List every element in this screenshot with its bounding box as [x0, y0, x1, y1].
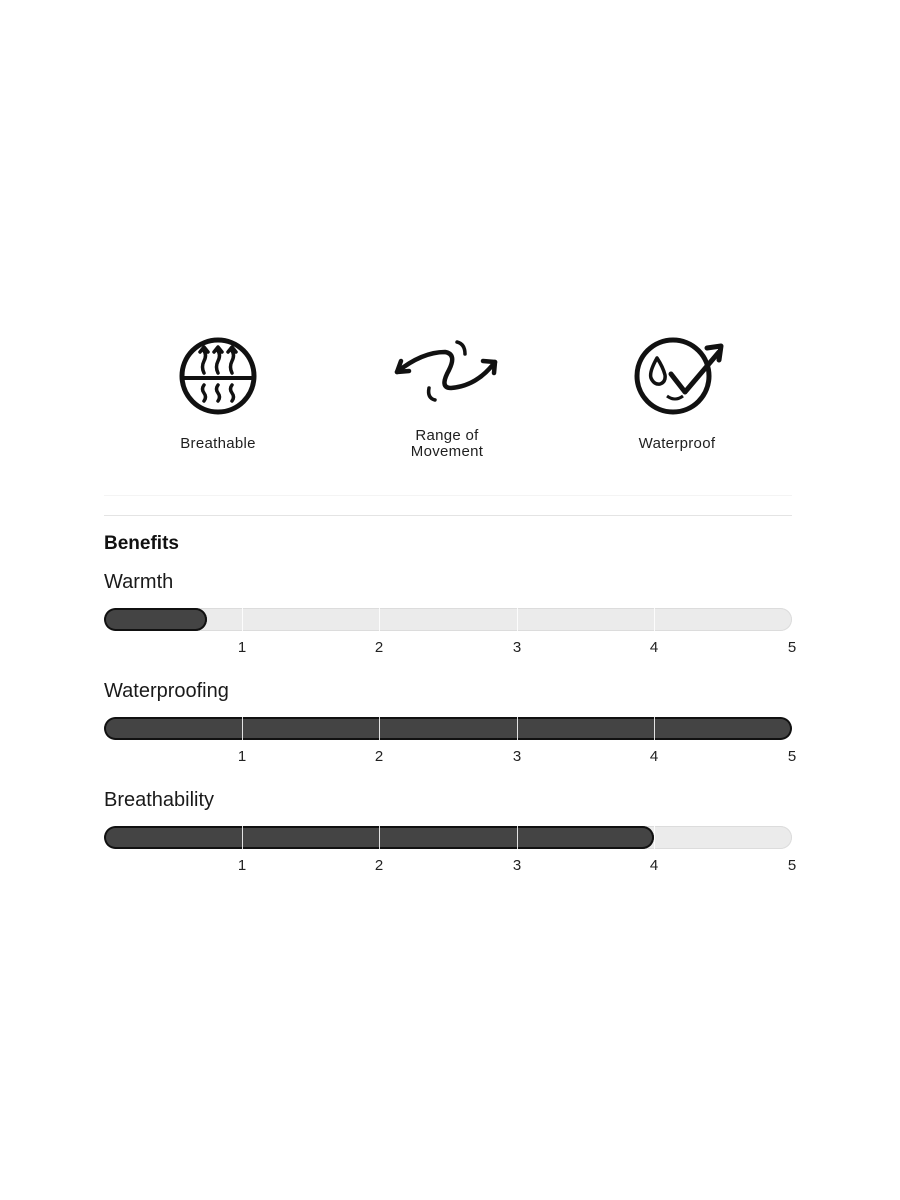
rating-bar-tick	[517, 608, 518, 631]
scale-label: 3	[512, 748, 522, 765]
scale-label: 4	[649, 639, 659, 656]
benefit-row	[104, 789, 804, 884]
rating-bar-track	[104, 717, 792, 740]
rating-bar-tick	[654, 608, 655, 631]
rating-bar-track	[104, 608, 792, 631]
scale-label: 4	[649, 857, 659, 874]
rating-bar-tick	[242, 717, 243, 740]
range-of-movement-icon	[387, 330, 507, 420]
rating-bar-track	[104, 826, 792, 849]
breathable-icon	[168, 330, 268, 420]
rating-bar-tick	[654, 717, 655, 740]
scale-label: 1	[237, 639, 247, 656]
feature-label-breathable: Breathable	[180, 435, 256, 452]
scale-label: 5	[787, 748, 797, 765]
feature-label-range-line2: Movement	[410, 443, 484, 460]
rating-bar-tick	[379, 717, 380, 740]
benefit-name: Breathability	[104, 789, 215, 811]
feature-icons-row	[0, 330, 900, 470]
scale-label: 1	[237, 748, 247, 765]
scale-label: 1	[237, 857, 247, 874]
feature-range-of-movement	[347, 330, 547, 460]
feature-waterproof	[577, 330, 777, 452]
scale-label: 4	[649, 748, 659, 765]
divider	[104, 515, 792, 516]
rating-bar-tick	[242, 826, 243, 849]
benefit-name: Waterproofing	[104, 680, 229, 702]
scale-label: 2	[374, 857, 384, 874]
rating-bar-tick	[654, 826, 655, 849]
benefit-row	[104, 680, 804, 775]
scale-label: 3	[512, 639, 522, 656]
feature-label-range-line1: Range of	[415, 427, 479, 444]
benefits-title: Benefits	[104, 533, 179, 554]
divider	[104, 495, 792, 496]
scale-label: 2	[374, 748, 384, 765]
rating-bar-fill	[104, 608, 207, 631]
scale-label: 5	[787, 639, 797, 656]
feature-breathable	[118, 330, 318, 452]
rating-bar-tick	[379, 608, 380, 631]
rating-bar-tick	[379, 826, 380, 849]
rating-bar-tick	[517, 826, 518, 849]
benefit-row	[104, 571, 804, 666]
scale-label: 5	[787, 857, 797, 874]
rating-bar-tick	[517, 717, 518, 740]
benefit-name: Warmth	[104, 571, 174, 593]
feature-label-waterproof: Waterproof	[638, 435, 716, 452]
rating-bar-tick	[242, 608, 243, 631]
rating-bar-fill	[104, 717, 792, 740]
scale-label: 3	[512, 857, 522, 874]
waterproof-icon	[627, 330, 727, 420]
scale-label: 2	[374, 639, 384, 656]
